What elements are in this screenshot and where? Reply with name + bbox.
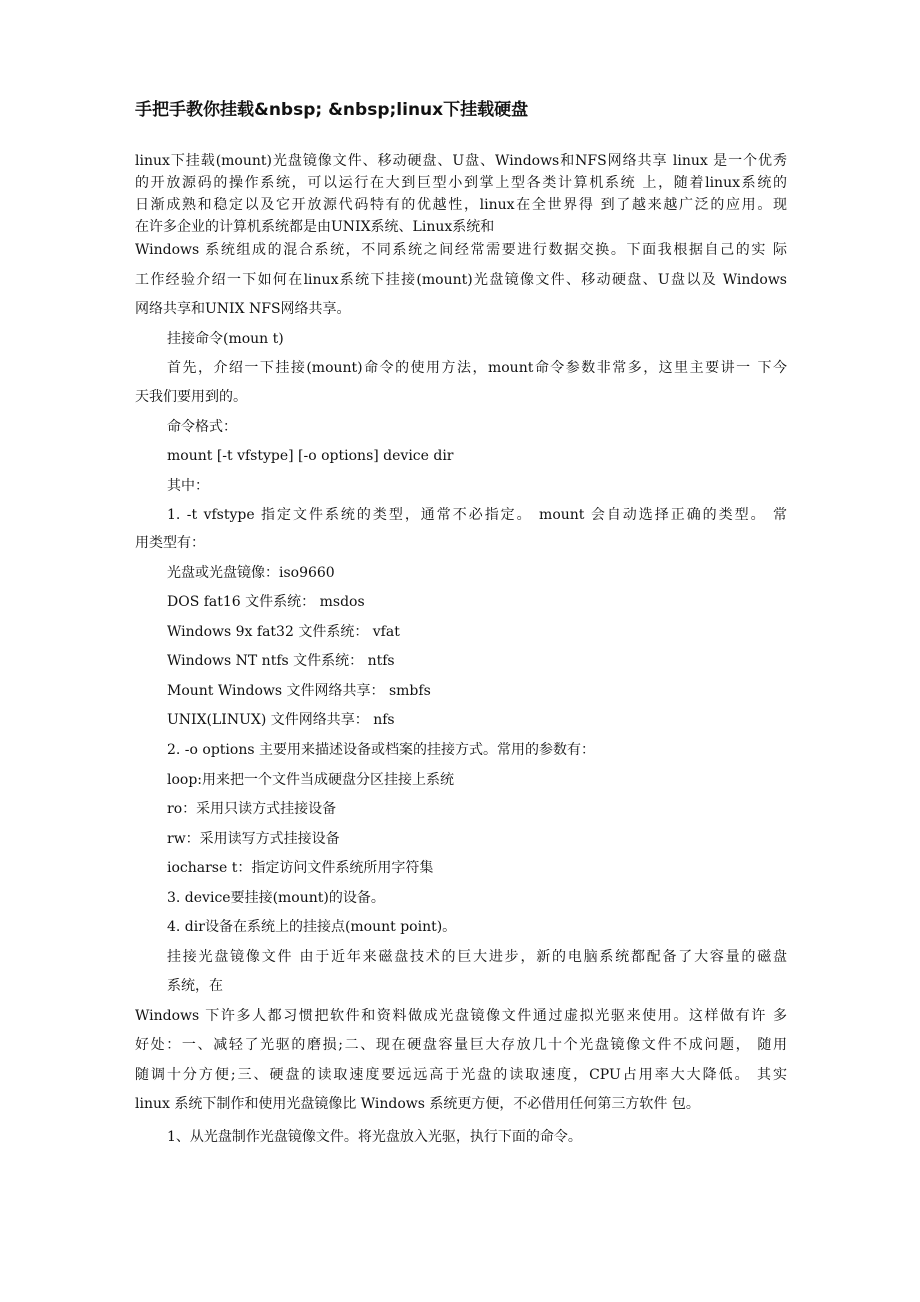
text-line: mount [-t vfstype] [-o options] device dir bbox=[167, 448, 454, 464]
text-line: UNIX(LINUX) 文件网络共享： nfs bbox=[167, 712, 395, 728]
text-line: 网络共享和UNIX NFS网络共享。 bbox=[135, 301, 351, 317]
text-line: 系统，在 bbox=[167, 978, 223, 994]
text-line: Windows 下许多人都习惯把软件和资料做成光盘镜像文件通过虚拟光驱来使用。这样做有许 多 bbox=[135, 1008, 787, 1024]
text-line: rw：采用读写方式挂接设备 bbox=[167, 831, 340, 847]
text-line: linux下挂载(mount)光盘镜像文件、移动硬盘、U盘、Windows和NFS网络共享 linux 是一个优秀 bbox=[135, 153, 787, 169]
text-line: 光盘或光盘镜像：iso9660 bbox=[167, 565, 335, 581]
text-line: linux 系统下制作和使用光盘镜像比 Windows 系统更方便，不必借用任何第三方软件 包。 bbox=[135, 1096, 700, 1112]
text-line: Windows NT ntfs 文件系统： ntfs bbox=[167, 653, 395, 669]
text-line: Windows 9x fat32 文件系统： vfat bbox=[167, 624, 400, 640]
text-line: 1. -t vfstype 指定文件系统的类型，通常不必指定。 mount 会自动选择正确的类型。 常 bbox=[167, 507, 787, 523]
text-line: 2. -o options 主要用来描述设备或档案的挂接方式。常用的参数有： bbox=[167, 742, 595, 758]
text-line: 好处：一、减轻了光驱的磨损;二、现在硬盘容量巨大存放几十个光盘镜像文件不成问题， 随用 bbox=[135, 1037, 787, 1053]
text-line: ro：采用只读方式挂接设备 bbox=[167, 801, 337, 817]
text-line: 其中： bbox=[167, 478, 209, 494]
text-line: loop:用来把一个文件当成硬盘分区挂接上系统 bbox=[167, 772, 455, 788]
text-line: 的开放源码的操作系统，可以运行在大到巨型小到掌上型各类计算机系统 上，随着linux系统的 bbox=[135, 175, 787, 191]
text-line: 挂接光盘镜像文件 由于近年来磁盘技术的巨大进步，新的电脑系统都配备了大容量的磁盘 bbox=[167, 949, 787, 965]
text-line: 3. device要挂接(mount)的设备。 bbox=[167, 890, 385, 906]
text-line: DOS fat16 文件系统： msdos bbox=[167, 594, 365, 610]
text-line: 命令格式： bbox=[167, 419, 237, 435]
text-line: Windows 系统组成的混合系统，不同系统之间经常需要进行数据交换。下面我根据自己的实 际 bbox=[135, 242, 787, 258]
text-line: Mount Windows 文件网络共享： smbfs bbox=[167, 683, 431, 699]
text-line: 工作经验介绍一下如何在linux系统下挂接(mount)光盘镜像文件、移动硬盘、U盘以及 Windows bbox=[135, 272, 787, 288]
text-line: 随调十分方便;三、硬盘的读取速度要远远高于光盘的读取速度，CPU占用率大大降低。 其实 bbox=[135, 1067, 787, 1083]
text-line: iocharse t：指定访问文件系统所用字符集 bbox=[167, 860, 434, 876]
text-line: 首先，介绍一下挂接(mount)命令的使用方法，mount命令参数非常多，这里主要讲一 下今 bbox=[167, 360, 787, 376]
text-line: 1、从光盘制作光盘镜像文件。将光盘放入光驱，执行下面的命令。 bbox=[167, 1129, 582, 1145]
text-line: 天我们要用到的。 bbox=[135, 389, 247, 405]
text-line: 日渐成熟和稳定以及它开放源代码特有的优越性，linux在全世界得 到了越来越广泛的应用。现 bbox=[135, 197, 787, 213]
text-line: 挂接命令(moun t) bbox=[167, 331, 284, 347]
text-line: 用类型有： bbox=[135, 535, 205, 551]
document-title: 手把手教你挂载&nbsp; &nbsp;linux下挂载硬盘 bbox=[135, 100, 529, 120]
text-line: 4. dir设备在系统上的挂接点(mount point)。 bbox=[167, 919, 457, 935]
text-line: 在许多企业的计算机系统都是由UNIX系统、Linux系统和 bbox=[135, 219, 495, 235]
